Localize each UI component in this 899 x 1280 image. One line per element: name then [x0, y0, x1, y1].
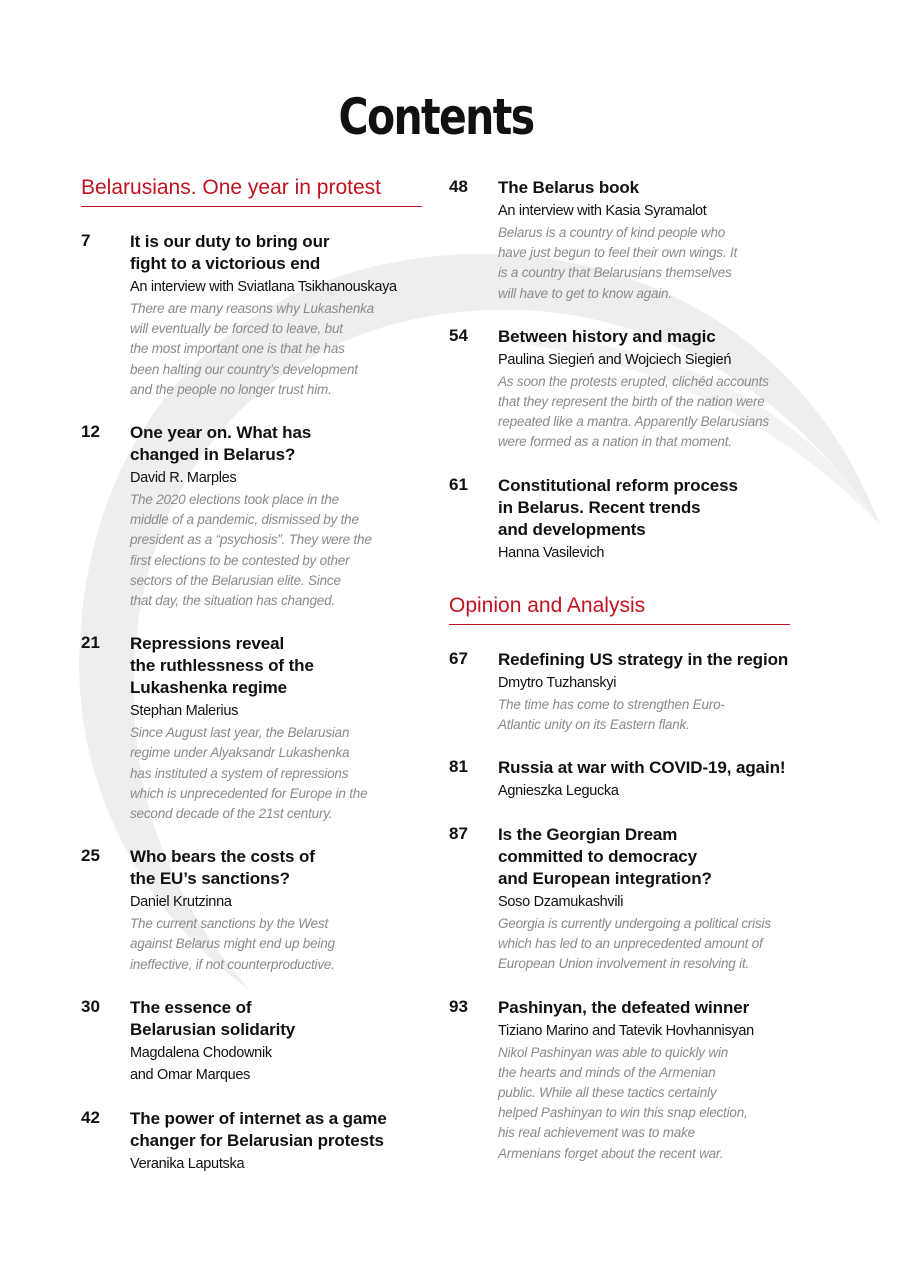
article-author: Magdalena Chodownik and Omar Marques — [130, 1044, 272, 1083]
toc-entry[interactable] — [449, 475, 794, 564]
article-title: The essence of Belarusian solidarity — [130, 997, 296, 1039]
article-title: One year on. What has changed in Belarus? — [130, 423, 312, 465]
page-title: Contents — [338, 88, 534, 146]
toc-entry[interactable] — [81, 633, 426, 824]
page-number: 25 — [81, 846, 100, 866]
article-title: Russia at war with COVID-19, again! — [498, 758, 786, 778]
article-description: As soon the protests erupted, clichéd accounts that they represent the birth of the nation were repeated like a mantra. Apparently Belarusians were formed as a nation in that moment. — [498, 373, 769, 450]
article-author: Daniel Krutzinna — [130, 894, 232, 911]
article-title: Is the Georgian Dream committed to democracy and European integration? — [498, 825, 712, 889]
toc-entry[interactable] — [449, 997, 794, 1164]
article-author: Hanna Vasilevich — [498, 544, 605, 561]
page-number: 7 — [81, 231, 91, 250]
article-author: Tiziano Marino and Tatevik Hovhannisyan — [498, 1022, 754, 1039]
article-description: The 2020 elections took place in the middle of a pandemic, dismissed by the president as a “psychosis”. They were the first elections to be contested by other sectors of the Belarusian elite. Since that day, the situation has changed. — [130, 492, 372, 609]
article-author: Agnieszka Legucka — [498, 783, 619, 800]
article-description: The time has come to strengthen Euro- Atlantic unity on its Eastern flank. — [498, 696, 725, 732]
article-description: Since August last year, the Belarusian regime under Alyaksandr Lukashenka has instituted a system of repressions which is unprecedented for Europe in the second decade of the 21st century. — [130, 725, 368, 822]
article-author: Paulina Siegień and Wojciech Siegień — [498, 351, 732, 368]
toc-entry[interactable] — [449, 757, 794, 802]
article-description: The current sanctions by the West against Belarus might end up being ineffective, if not counterproductive. — [130, 916, 335, 972]
article-description: Nikol Pashinyan was able to quickly win the hearts and minds of the Armenian public. While all these tactics certainly helped Pashinyan to win this snap election, his real achievement was to make Armenians forget about the recent war. — [498, 1044, 748, 1161]
toc-entry[interactable] — [449, 326, 794, 453]
section-heading-opinion: Opinion and Analysis — [449, 594, 790, 625]
page-number: 21 — [81, 633, 100, 653]
toc-column-right — [449, 176, 794, 1164]
article-title: Redefining US strategy in the region — [498, 649, 789, 669]
toc-entry[interactable] — [81, 997, 426, 1086]
article-title: Pashinyan, the defeated winner — [498, 997, 750, 1017]
section-heading-belarusians: Belarusians. One year in protest — [81, 176, 422, 207]
article-description: Belarus is a country of kind people who have just begun to feel their own wings. It is a country that Belarusians themselves will have to get to know again. — [498, 225, 738, 301]
article-description: Georgia is currently undergoing a political crisis which has led to an unprecedented amount of European Union involvement in resolving it. — [498, 916, 771, 972]
article-author: Dmytro Tuzhanskyi — [498, 674, 617, 691]
article-title: Constitutional reform process in Belarus. Recent trends and developments — [498, 475, 738, 539]
article-author: David R. Marples — [130, 470, 237, 487]
page-number: 81 — [449, 757, 468, 777]
article-title: Between history and magic — [498, 326, 716, 346]
article-author: Stephan Malerius — [130, 703, 239, 720]
article-title: Who bears the costs of the EU’s sanctions? — [130, 847, 315, 889]
page-number: 30 — [81, 996, 100, 1016]
article-title: The Belarus book — [498, 178, 640, 197]
article-author: An interview with Kasia Syramalot — [498, 203, 707, 219]
page-number: 67 — [449, 648, 468, 668]
toc-entry[interactable] — [449, 177, 794, 304]
page-number: 12 — [81, 422, 100, 442]
article-author: An interview with Sviatlana Tsikhanouskaya — [130, 279, 397, 295]
page-number: 61 — [449, 474, 468, 494]
toc-column-left — [81, 176, 426, 1175]
toc-entry[interactable] — [81, 1108, 426, 1175]
article-author: Soso Dzamukashvili — [498, 894, 624, 911]
article-author: Veranika Laputska — [130, 1155, 245, 1172]
page-number: 42 — [81, 1107, 100, 1127]
toc-entry[interactable] — [81, 231, 426, 400]
article-title: It is our duty to bring our fight to a victorious end — [130, 232, 330, 273]
page-number: 93 — [449, 996, 468, 1016]
toc-entry[interactable] — [81, 422, 426, 611]
toc-entry[interactable] — [449, 824, 794, 975]
toc-entry[interactable] — [449, 649, 794, 735]
page-number: 54 — [449, 325, 468, 345]
article-title: Repressions reveal the ruthlessness of the Lukashenka regime — [130, 634, 314, 698]
page-number: 48 — [449, 177, 468, 196]
page-number: 87 — [449, 824, 468, 844]
article-description: There are many reasons why Lukashenka will eventually be forced to leave, but the most important one is that he has been halting our country’s development and the people no longer trust him. — [130, 301, 374, 397]
toc-entry[interactable] — [81, 846, 426, 975]
article-title: The power of internet as a game changer for Belarusian protests — [130, 1108, 387, 1150]
